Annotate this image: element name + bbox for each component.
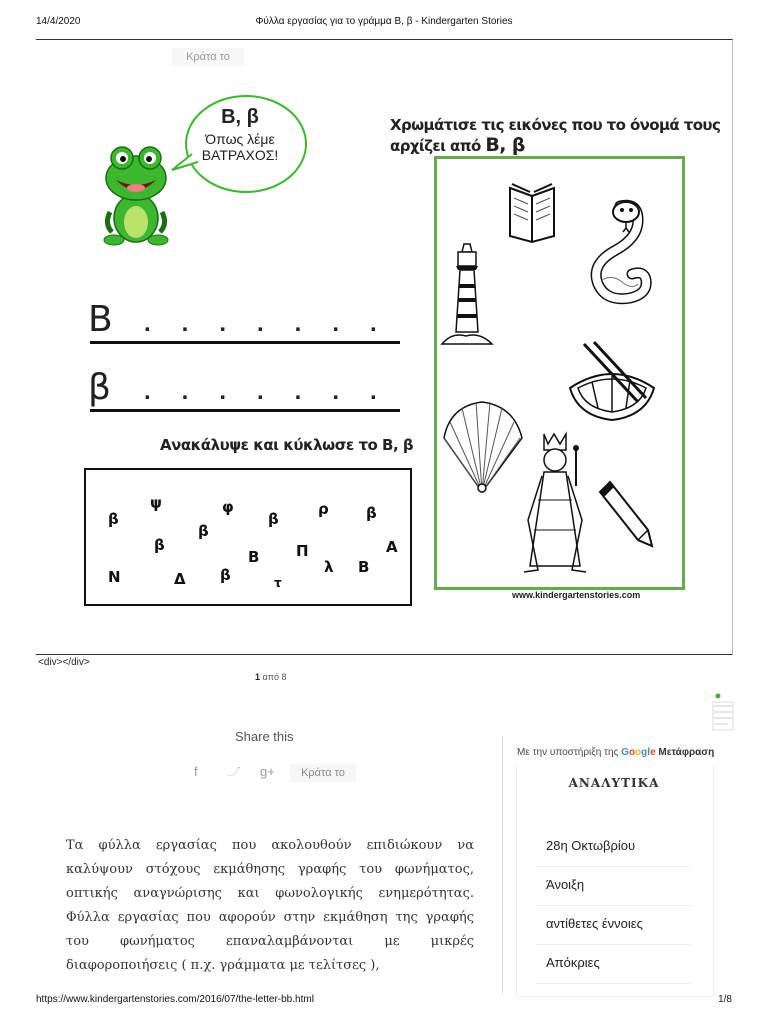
sidebar-divider [502,736,503,994]
letter: β [268,510,279,528]
translate-link[interactable]: Μετάφραση [658,747,715,758]
fan-icon [440,398,526,496]
trace-letter-lower: β [88,367,111,408]
lighthouse-icon [440,240,494,348]
trace-line [90,341,400,344]
trace-dots: ....... [144,378,408,405]
archive-item[interactable]: 28η Οκτωβρίου [546,838,636,853]
letter: φ [222,498,234,516]
keep-button-bottom[interactable]: Κράτα το [290,764,356,782]
archive-divider [536,905,692,906]
letter: Π [296,542,309,560]
frog-icon [100,140,172,250]
boat-icon [566,336,658,428]
color-instruction [390,116,768,156]
archive-divider [536,944,692,945]
print-page-number: 1/8 [718,994,732,1005]
king-icon [520,430,592,576]
trace-line [90,409,400,412]
trace-row-uppercase [88,294,408,344]
facebook-icon[interactable]: f [194,764,198,779]
share-title: Share this [235,729,294,744]
pencil-icon [594,478,656,550]
archive-item[interactable]: αντίθετες έννοιες [546,916,643,931]
letter: Α [386,538,398,556]
google-translate-widget[interactable] [517,747,714,758]
letter: ρ [318,500,329,518]
raw-div-text: <div></div> [38,657,90,668]
side-thumbnail[interactable] [712,690,734,732]
letter: β [366,504,377,522]
letter: τ [274,576,282,590]
page-of: από 8 [262,672,287,682]
archive-item[interactable]: Άνοιξη [546,877,585,892]
trace-row-lowercase [88,362,408,412]
speech-bubble-text [180,106,300,163]
page-counter [255,672,286,682]
google-plus-icon[interactable]: g+ [260,764,275,779]
bubble-line-3: ΒΑΤΡΑΧΟΣ! [201,147,279,163]
article-body: Τα φύλλα εργασίας που ακολουθούν επιδιώκουν να καλύψουν στόχους εκμάθησης γραφής του φωνήματος, οπτικής αναγνώρισης και φωνολογικής ενημερότητας. Φύλλα εργασίας που αφορούν στην εκμάθηση της γραφής του φωνήματος επαναλαμβάνονται με μικρές διαφοροποιήσεις ( π.χ. γράμματα με τελίτσες ), [66,838,474,973]
site-url-caption: www.kindergartenstories.com [512,590,641,600]
letter: β [198,522,209,540]
archive-item[interactable]: Απόκριες [546,955,600,970]
translate-prefix: Με την υποστήριξη της [517,747,619,758]
archives-title: ΑΝΑΛΥΤΙΚΑ [568,776,660,790]
snake-icon [576,194,656,322]
archive-divider [536,866,692,867]
trace-letter-upper: Β [88,299,113,340]
letter: β [220,566,231,584]
letter: ψ [150,494,162,512]
letter: Ν [108,568,121,586]
google-logo-text: Google [621,747,656,758]
letter-search-box [84,468,412,606]
find-letters-title: Ανακάλυψε και κύκλωσε το Β, β [160,436,414,454]
color-instruction-text: Χρωμάτισε τις εικόνες που το όνομά τους αρχίζει από [390,116,721,155]
page-current: 1 [255,672,261,682]
keep-button[interactable]: Κράτα το [172,48,244,66]
letter: Δ [174,570,186,588]
print-url: https://www.kindergartenstories.com/2016/07/the-letter-bb.html [36,994,314,1005]
twitter-icon[interactable] [226,766,240,777]
letter: β [154,536,165,554]
bubble-letters: Β, β [221,106,259,128]
letter: Β [358,558,370,576]
book-icon [506,178,558,244]
trace-dots: ....... [144,310,408,337]
print-page-title: Φύλλα εργασίας για το γράμμα Β, β - Kindergarten Stories [255,16,513,27]
bubble-line-2: Όπως λέμε [205,131,275,147]
print-date: 14/4/2020 [36,16,81,27]
letter: λ [324,558,334,576]
letter: β [108,510,119,528]
color-instruction-letters: Β, β [485,134,525,156]
archive-divider [536,983,692,984]
letter: Β [248,548,260,566]
